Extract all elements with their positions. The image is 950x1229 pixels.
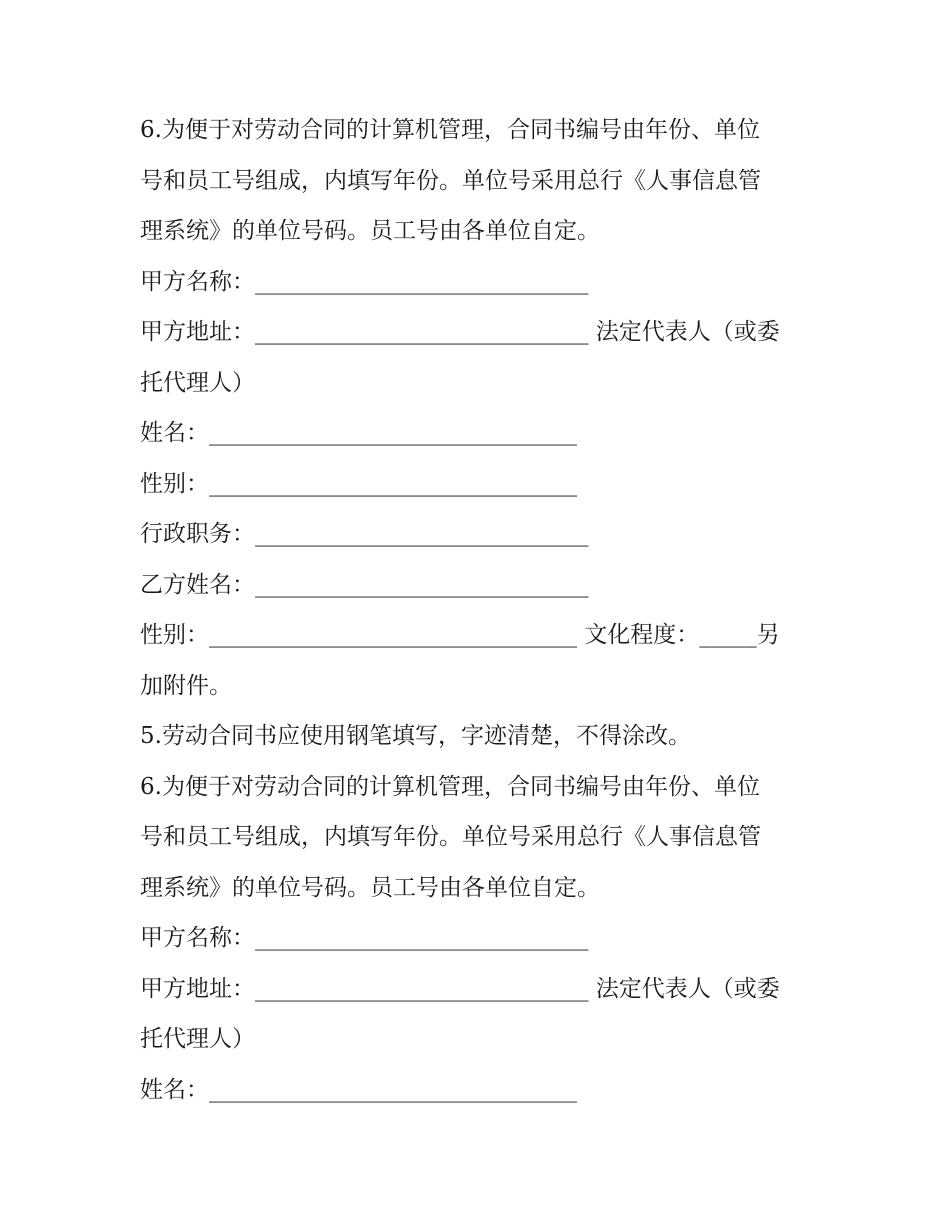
form-field-line: 甲方名称：_____________________________ — [140, 925, 589, 951]
form-field-line: 姓名：________________________________ — [140, 1076, 577, 1103]
text-line: 6.为便于对劳动合同的计算机管理，合同书编号由年份、单位 — [140, 117, 760, 143]
text-line: 加附件。 — [140, 672, 232, 699]
form-field-line: 甲方名称：_____________________________ — [140, 268, 589, 295]
form-field-line: 甲方地址：_____________________________ 法定代表人（或委 — [140, 319, 780, 345]
document-page — [140, 105, 815, 1115]
form-field-line: 姓名：________________________________ — [140, 420, 577, 446]
text-line: 理系统》的单位号码。员工号由各单位自定。 — [140, 874, 600, 901]
text-line: 托代理人） — [140, 369, 255, 396]
text-line: 号和员工号组成，内填写年份。单位号采用总行《人事信息管 — [140, 167, 761, 194]
form-field-line: 行政职务：_____________________________ — [140, 521, 589, 547]
form-field-line: 甲方地址：_____________________________ 法定代表人（或委 — [140, 975, 780, 1002]
text-line: 5.劳动合同书应使用钢笔填写，字迹清楚，不得涂改。 — [140, 723, 691, 749]
text-line: 6.为便于对劳动合同的计算机管理，合同书编号由年份、单位 — [140, 773, 760, 800]
text-line: 理系统》的单位号码。员工号由各单位自定。 — [140, 218, 600, 244]
form-field-line: 性别：________________________________ 文化程度：_____另 — [140, 622, 780, 648]
form-field-line: 性别：________________________________ — [140, 470, 577, 497]
text-line: 号和员工号组成，内填写年份。单位号采用总行《人事信息管 — [140, 824, 761, 850]
text-line: 托代理人） — [140, 1026, 255, 1052]
form-field-line: 乙方姓名：_____________________________ — [140, 571, 589, 598]
